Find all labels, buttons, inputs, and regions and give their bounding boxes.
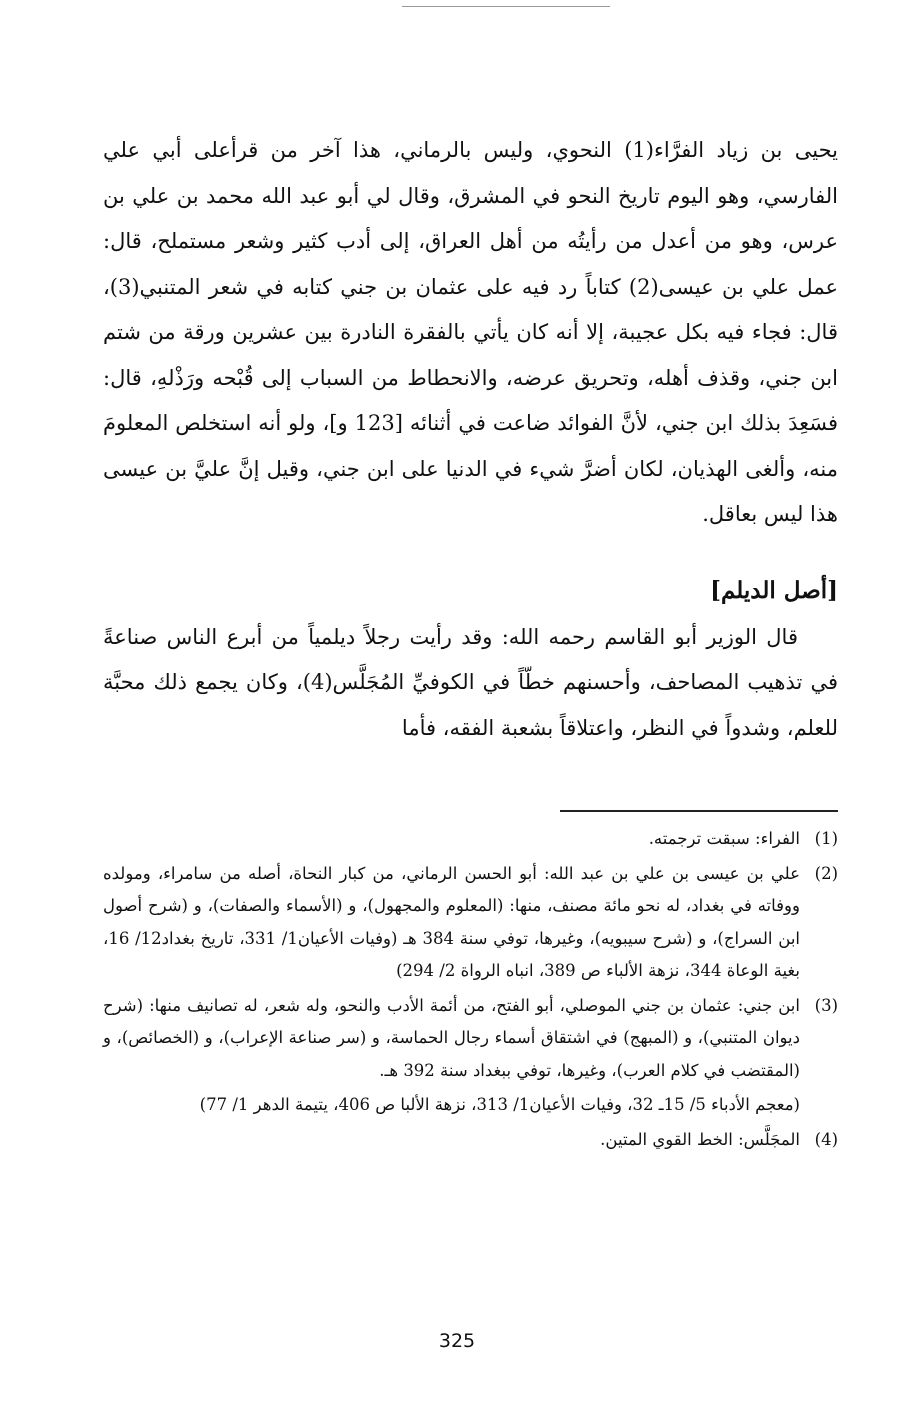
section-title: [أصل الديلم] <box>710 576 838 604</box>
footnote-text <box>103 1124 800 1157</box>
page-number: 325 <box>438 1330 476 1352</box>
footnote-number: (3) <box>814 995 838 1015</box>
main-text <box>103 128 838 751</box>
footnote-2 <box>103 858 838 988</box>
footnote-1 <box>103 823 838 856</box>
paragraph-1: يحيى بن زياد الفرَّاء(1) النحوي، وليس بالرماني، هذا آخر من قرأعلى أبي علي الفارسي، وهو اليوم تاريخ النحو في المشرق، وقال لي أبو عبد الله محمد بن علي بن عرس، وهو من أعدل من رأيتُه من أهل العراق، إلى أدب كثير وشعر مستملح، قال: عمل علي بن عيسى(2) كتاباً رد فيه على عثمان بن جني كتابه في شعر المتنبي(3)، قال: فجاء فيه بكل عجيبة، إلا أنه كان يأتي بالفقرة النادرة بين عشرين ورقة من شتم ابن جني، وقذف أهله، وتحريق عرضه، والانحطاط من السباب إلى قُبْحه ورَذْلهِ، قال: فسَعِدَ بذلك ابن جني، لأنَّ الفوائد ضاعت في أثنائه [123 و]، ولو أنه استخلص المعلومَ منه، وألغى الهذيان، لكان أضرَّ شيء في الدنيا على ابن جني، وقيل إنَّ عليَّ بن عيسى هذا ليس بعاقل. <box>103 138 839 526</box>
top-rule <box>402 6 610 7</box>
footnote-separator <box>560 810 838 812</box>
footnote-line: المجَلَّس: الخط القوي المتين. <box>600 1129 800 1149</box>
footnote-4 <box>103 1124 838 1157</box>
footnotes <box>103 823 838 1158</box>
footnote-text <box>103 823 800 856</box>
footnote-line: علي بن عيسى بن علي بن عبد الله: أبو الحسن الرماني، من كبار النحاة، أصله من سامراء، ومولده ووفاته في بغداد، له نحو مائة مصنف، منها: (المعلوم والمجهول)، و (الأسماء والصفات)، و (شرح أصول ابن السراج)، و (شرح سيبويه)، وغيرها، توفي سنة 384 هـ (وفيات الأعيان1/ 331، تاريخ بغداد12/ 16، بغية الوعاة 344، نزهة الألباء ص 389، انباه الرواة 2/ 294) <box>103 863 801 980</box>
footnote-3 <box>103 990 838 1122</box>
footnote-line: (معجم الأدباء 5/ 15ـ 32، وفيات الأعيان1/ 313، نزهة الألبا ص 406، يتيمة الدهر 1/ 77) <box>199 1095 800 1114</box>
footnote-text <box>103 990 800 1122</box>
footnote-line: ابن جني: عثمان بن جني الموصلي، أبو الفتح، من أئمة الأدب والنحو، وله شعر، له تصانيف منها: (شرح ديوان المتنبي)، و (المبهج) في اشتقاق أسماء رجال الحماسة، و (سر صناعة الإعراب)، و (الخصائص)، و (المقتضب في كلام العرب)، وغيرها، توفي ببغداد سنة 392 هـ. <box>103 995 800 1080</box>
footnote-line: الفراء: سبقت ترجمته. <box>648 829 800 848</box>
footnote-number: (4) <box>814 1129 838 1149</box>
footnote-text <box>103 858 800 988</box>
paragraph-2: قال الوزير أبو القاسم رحمه الله: وقد رأيت رجلاً ديلمياً من أبرع الناس صناعةً في تذهيب المصاحف، وأحسنهم خطّاً في الكوفيِّ المُجَلَّس(4)، وكان يجمع ذلك محبَّة للعلم، وشدواً في النظر، واعتلاقاً بشعبة الفقه، فأما <box>103 624 838 740</box>
footnote-number: (2) <box>814 863 838 883</box>
footnote-number: (1) <box>814 829 838 848</box>
